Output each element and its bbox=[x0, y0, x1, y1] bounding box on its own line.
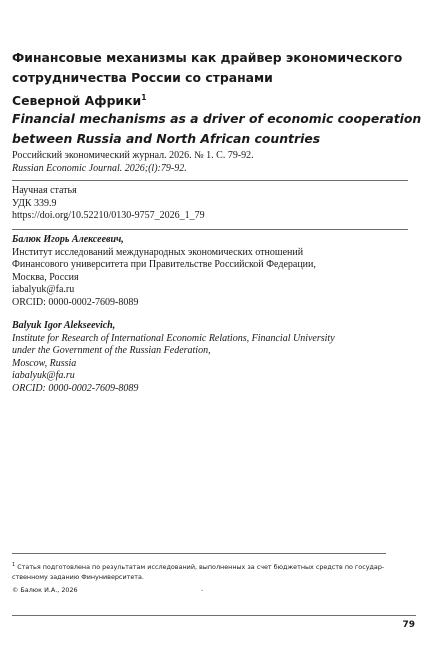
citation-en: Russian Economic Journal. 2026;(l):79-92. bbox=[12, 162, 187, 174]
title-ru-line-3 bbox=[12, 88, 392, 111]
author-name-en: Balyuk Igor Alekseevich, bbox=[12, 320, 116, 331]
udk-code: УДК 339.9 bbox=[12, 197, 57, 209]
title-en-line-1: Financial mechanisms as a driver of economic cooperation bbox=[12, 111, 422, 126]
title-ru-line-2: сотрудничества России со странами bbox=[12, 70, 273, 85]
author-affiliation-en-2: under the Government of the Russian Federation, bbox=[12, 345, 211, 356]
author-orcid-en[interactable]: ORCID: 0000-0002-7609-8089 bbox=[12, 382, 139, 394]
citation-block bbox=[12, 150, 412, 175]
author-affiliation-en-1: Institute for Research of International Economic Relations, Financial University bbox=[12, 332, 335, 344]
divider-top bbox=[12, 180, 408, 181]
footnote-line-1 bbox=[12, 560, 402, 572]
author-orcid-ru[interactable]: ORCID: 0000-0002-7609-8089 bbox=[12, 296, 139, 308]
doi-link[interactable]: https://doi.org/10.52210/0130-9757_2026_1_79 bbox=[12, 210, 205, 221]
title-ru-line-1: Финансовые механизмы как драйвер экономического bbox=[12, 50, 403, 65]
citation-ru: Российский экономический журнал. 2026. № 1. С. 79-92. bbox=[12, 150, 254, 161]
author-affiliation-ru-2: Финансового университета при Правительстве Российской Федерации, bbox=[12, 259, 316, 270]
page-number: 79 bbox=[402, 620, 415, 630]
article-meta bbox=[12, 185, 412, 223]
footnote-text-1: Статья подготовлена по результатам исследований, выполненных за счет бюджетных средств по государ- bbox=[17, 563, 385, 571]
author-email-en[interactable]: iabalyuk@fa.ru bbox=[12, 370, 75, 381]
title-en-line-2: between Russia and North African countries bbox=[12, 131, 321, 146]
author-email-ru[interactable]: iabalyuk@fa.ru bbox=[12, 284, 75, 295]
author-block-ru bbox=[12, 234, 412, 309]
footnote-mark: 1 bbox=[12, 562, 16, 568]
separator-dash: - bbox=[201, 586, 204, 594]
footnote-divider bbox=[12, 553, 386, 554]
title-ru-line-3-text: Северной Африки bbox=[12, 93, 142, 108]
title-footnote-mark[interactable]: 1 bbox=[141, 93, 147, 102]
author-location-en: Moscow, Russia bbox=[12, 357, 77, 369]
author-block-en bbox=[12, 320, 412, 395]
title-english bbox=[12, 109, 422, 149]
divider-bottom bbox=[12, 615, 416, 616]
footnote bbox=[12, 560, 402, 582]
title-russian bbox=[12, 48, 403, 111]
copyright-notice: © Балюк И.А., 2026 bbox=[12, 586, 78, 594]
author-name-ru: Балюк Игорь Алексеевич, bbox=[12, 234, 124, 245]
footnote-line-2: ственному заданию Финуниверситета. bbox=[12, 573, 144, 581]
divider-middle bbox=[12, 229, 408, 230]
author-affiliation-ru-1: Институт исследований международных экономических отношений bbox=[12, 246, 304, 258]
author-location-ru: Москва, Россия bbox=[12, 271, 79, 283]
article-type: Научная статья bbox=[12, 185, 77, 196]
